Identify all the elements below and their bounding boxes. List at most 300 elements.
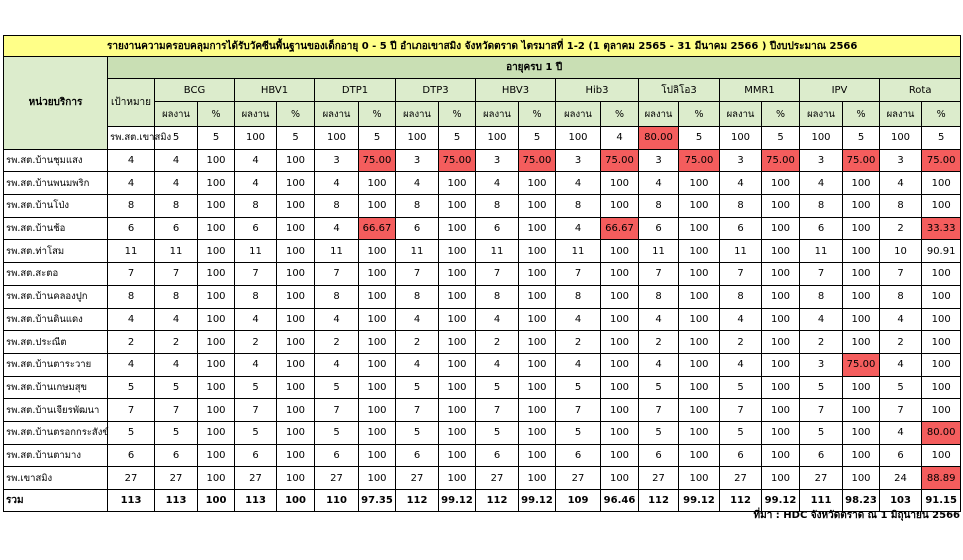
percent-value: 100 (198, 331, 235, 354)
result-value: 3 (315, 149, 359, 172)
target-value: 4 (108, 149, 155, 172)
percent-value: 100 (277, 399, 315, 422)
result-value: 5 (235, 376, 277, 399)
percent-value: 100 (439, 444, 476, 467)
result-value: 5 (639, 376, 679, 399)
percent-value: 100 (359, 308, 396, 331)
age-group-header: อายุครบ 1 ปี (108, 57, 961, 79)
percent-value: 100 (277, 217, 315, 240)
result-value: 8 (800, 285, 843, 308)
result-value: 4 (639, 308, 679, 331)
result-value: 6 (556, 444, 601, 467)
result-value: 6 (639, 444, 679, 467)
percent-value: 100 (843, 195, 880, 218)
unit-name: รพ.สต.เขาสมิง (108, 127, 155, 150)
result-value: 5 (198, 127, 235, 150)
percent-value: 100 (679, 444, 720, 467)
result-value: 4 (396, 353, 439, 376)
result-value: 5 (880, 376, 922, 399)
target-value: 7 (108, 263, 155, 286)
percent-value: 100 (198, 308, 235, 331)
unit-name: รพ.สต.บ้านชุมแสง (4, 149, 108, 172)
result-value: 4 (800, 308, 843, 331)
vaccine-header: HBV1 (235, 79, 315, 102)
result-value: 4 (880, 421, 922, 444)
percent-value: 100 (601, 308, 639, 331)
result-value: 7 (639, 399, 679, 422)
percent-value: 100 (277, 444, 315, 467)
vaccine-header: DTP3 (396, 79, 476, 102)
result-value: 2 (639, 331, 679, 354)
result-value: 5 (639, 421, 679, 444)
result-value: 5 (519, 127, 556, 150)
percent-value: 80.00 (639, 127, 679, 150)
result-value: 4 (396, 172, 439, 195)
percent-value: 100 (277, 353, 315, 376)
result-value: 11 (476, 240, 519, 263)
target-value: 4 (108, 353, 155, 376)
result-value: 5 (155, 376, 198, 399)
result-value: 8 (315, 285, 359, 308)
result-value: 4 (155, 149, 198, 172)
table-row (4, 444, 961, 467)
percent-value: 88.89 (922, 467, 961, 490)
percent-value: 100 (439, 399, 476, 422)
vaccine-header: MMR1 (720, 79, 800, 102)
result-value: 11 (556, 240, 601, 263)
result-value: 2 (235, 331, 277, 354)
percent-value: 100 (198, 490, 235, 512)
result-value: 3 (396, 149, 439, 172)
percent-value: 100 (519, 240, 556, 263)
percent-value: 100 (762, 195, 800, 218)
vaccine-header: DTP1 (315, 79, 396, 102)
result-value: 112 (720, 490, 762, 512)
target-value: 4 (108, 308, 155, 331)
percent-value: 100 (762, 421, 800, 444)
percent-value: 100 (601, 285, 639, 308)
percent-subheader: % (843, 102, 880, 127)
result-value: 4 (800, 172, 843, 195)
result-value: 7 (476, 263, 519, 286)
percent-value: 100 (601, 376, 639, 399)
percent-value: 100 (679, 421, 720, 444)
result-value: 4 (315, 217, 359, 240)
result-value: 27 (639, 467, 679, 490)
vaccine-header: BCG (155, 79, 235, 102)
target-value: 5 (108, 421, 155, 444)
result-value: 8 (720, 195, 762, 218)
result-value: 11 (315, 240, 359, 263)
result-subheader: ผลงาน (155, 102, 198, 127)
result-value: 5 (922, 127, 961, 150)
percent-value: 100 (439, 308, 476, 331)
result-value: 27 (396, 467, 439, 490)
percent-value: 100 (519, 195, 556, 218)
percent-value: 100 (679, 399, 720, 422)
percent-value: 100 (439, 331, 476, 354)
result-value: 8 (155, 195, 198, 218)
target-value: 6 (108, 444, 155, 467)
percent-value: 100 (843, 399, 880, 422)
result-subheader: ผลงาน (556, 102, 601, 127)
result-value: 11 (155, 240, 198, 263)
result-value: 7 (396, 399, 439, 422)
unit-name: รพ.สต.ท่าโสม (4, 240, 108, 263)
percent-value: 100 (277, 467, 315, 490)
result-value: 5 (720, 376, 762, 399)
percent-value: 100 (359, 353, 396, 376)
result-value: 8 (639, 285, 679, 308)
percent-value: 100 (198, 240, 235, 263)
percent-value: 100 (277, 421, 315, 444)
result-value: 7 (235, 399, 277, 422)
result-value: 8 (556, 195, 601, 218)
result-value: 8 (639, 195, 679, 218)
result-value: 3 (639, 149, 679, 172)
percent-value: 100 (762, 376, 800, 399)
result-value: 4 (396, 308, 439, 331)
unit-name: รพ.สต.บ้านตรอกกระสังข์ (4, 421, 108, 444)
target-value: 6 (108, 217, 155, 240)
target-value: 7 (108, 399, 155, 422)
result-value: 2 (155, 331, 198, 354)
percent-value: 100 (359, 376, 396, 399)
percent-value: 100 (601, 467, 639, 490)
result-value: 6 (880, 444, 922, 467)
result-value: 4 (155, 172, 198, 195)
result-value: 4 (601, 127, 639, 150)
vaccine-header: Hib3 (556, 79, 639, 102)
table-row (4, 217, 961, 240)
result-value: 4 (315, 353, 359, 376)
result-value: 2 (315, 331, 359, 354)
result-value: 5 (439, 127, 476, 150)
result-value: 3 (880, 149, 922, 172)
percent-value: 100 (439, 376, 476, 399)
percent-value: 100 (922, 331, 961, 354)
table-row (4, 127, 961, 150)
result-value: 7 (155, 263, 198, 286)
result-value: 6 (476, 217, 519, 240)
percent-value: 100 (922, 308, 961, 331)
result-value: 109 (556, 490, 601, 512)
target-value: 5 (155, 127, 198, 150)
table-row (4, 399, 961, 422)
result-subheader: ผลงาน (880, 102, 922, 127)
result-value: 27 (315, 467, 359, 490)
result-value: 6 (235, 444, 277, 467)
percent-value: 100 (198, 421, 235, 444)
result-value: 4 (155, 353, 198, 376)
result-value: 5 (843, 127, 880, 150)
percent-value: 100 (519, 467, 556, 490)
result-value: 113 (155, 490, 198, 512)
result-value: 7 (639, 263, 679, 286)
result-value: 8 (720, 285, 762, 308)
percent-value: 91.15 (922, 490, 961, 512)
percent-value: 100 (359, 399, 396, 422)
result-value: 8 (800, 195, 843, 218)
percent-value: 100 (359, 331, 396, 354)
percent-value: 100 (679, 467, 720, 490)
percent-value: 100 (277, 149, 315, 172)
result-value: 5 (476, 376, 519, 399)
result-value: 5 (359, 127, 396, 150)
result-value: 8 (396, 285, 439, 308)
percent-value: 100 (679, 263, 720, 286)
percent-value: 100 (519, 217, 556, 240)
percent-value: 100 (601, 240, 639, 263)
result-value: 2 (476, 331, 519, 354)
result-value: 6 (800, 444, 843, 467)
percent-value: 100 (277, 195, 315, 218)
result-value: 5 (155, 421, 198, 444)
result-value: 4 (880, 353, 922, 376)
result-value: 27 (556, 467, 601, 490)
percent-value: 100 (519, 172, 556, 195)
percent-value: 75.00 (679, 149, 720, 172)
unit-name: รพ.เขาสมิง (4, 467, 108, 490)
result-value: 6 (800, 217, 843, 240)
result-value: 11 (720, 240, 762, 263)
table-row (4, 285, 961, 308)
percent-value: 100 (519, 331, 556, 354)
result-value: 5 (277, 127, 315, 150)
percent-value: 66.67 (359, 217, 396, 240)
result-subheader: ผลงาน (800, 102, 843, 127)
result-value: 27 (720, 467, 762, 490)
percent-value: 100 (519, 376, 556, 399)
result-value: 5 (396, 421, 439, 444)
result-value: 7 (235, 263, 277, 286)
percent-value: 100 (601, 331, 639, 354)
result-value: 8 (556, 285, 601, 308)
percent-value: 100 (720, 127, 762, 150)
percent-subheader: % (277, 102, 315, 127)
percent-value: 100 (601, 195, 639, 218)
vaccine-header: HBV3 (476, 79, 556, 102)
result-value: 112 (396, 490, 439, 512)
percent-value: 100 (439, 353, 476, 376)
percent-value: 100 (519, 263, 556, 286)
percent-value: 75.00 (762, 149, 800, 172)
percent-value: 100 (519, 444, 556, 467)
percent-value: 100 (277, 263, 315, 286)
percent-value: 100 (762, 263, 800, 286)
result-value: 27 (800, 467, 843, 490)
result-value: 8 (235, 285, 277, 308)
percent-subheader: % (359, 102, 396, 127)
percent-value: 100 (198, 376, 235, 399)
percent-value: 100 (843, 308, 880, 331)
percent-value: 100 (679, 172, 720, 195)
result-value: 5 (315, 421, 359, 444)
percent-value: 100 (800, 127, 843, 150)
percent-value: 100 (439, 240, 476, 263)
target-value: 8 (108, 195, 155, 218)
target-value: 5 (108, 376, 155, 399)
percent-value: 100 (843, 376, 880, 399)
target-value: 27 (108, 467, 155, 490)
percent-value: 99.12 (439, 490, 476, 512)
table-row (4, 308, 961, 331)
percent-value: 100 (843, 217, 880, 240)
percent-value: 100 (198, 399, 235, 422)
table-row (4, 376, 961, 399)
result-subheader: ผลงาน (720, 102, 762, 127)
result-value: 11 (800, 240, 843, 263)
result-value: 4 (556, 172, 601, 195)
percent-value: 75.00 (601, 149, 639, 172)
unit-name: รพ.สต.ประณีต (4, 331, 108, 354)
percent-value: 100 (762, 331, 800, 354)
result-value: 6 (235, 217, 277, 240)
percent-value: 98.23 (843, 490, 880, 512)
result-value: 8 (476, 195, 519, 218)
result-value: 4 (235, 149, 277, 172)
target-value: 2 (108, 331, 155, 354)
percent-value: 100 (277, 331, 315, 354)
percent-value: 100 (922, 195, 961, 218)
percent-value: 100 (679, 308, 720, 331)
report-title: รายงานความครอบคลุมการได้รับวัคซีนพื้นฐานของเด็กอายุ 0 - 5 ปี อำเภอเขาสมิง จังหวัดตราด ไตรมาสที่ 1-2 (1 ตุลาคม 2565 - 31 มีนาคม 2566 ) ปีงบประมาณ 2566 (4, 36, 961, 57)
table-row (4, 467, 961, 490)
result-value: 5 (235, 421, 277, 444)
result-value: 27 (235, 467, 277, 490)
percent-value: 100 (843, 285, 880, 308)
percent-value: 100 (235, 127, 277, 150)
result-value: 7 (556, 399, 601, 422)
table-row (4, 240, 961, 263)
result-subheader: ผลงาน (235, 102, 277, 127)
result-value: 6 (396, 217, 439, 240)
percent-value: 100 (198, 195, 235, 218)
percent-value: 100 (277, 490, 315, 512)
result-value: 110 (315, 490, 359, 512)
vaccine-header: โปลิโอ3 (639, 79, 720, 102)
result-subheader: ผลงาน (396, 102, 439, 127)
vaccine-header: Rota (880, 79, 961, 102)
percent-value: 100 (439, 285, 476, 308)
percent-value: 100 (922, 399, 961, 422)
unit-name: รพ.สต.สะตอ (4, 263, 108, 286)
percent-value: 75.00 (359, 149, 396, 172)
percent-value: 100 (439, 172, 476, 195)
target-value: 8 (108, 285, 155, 308)
percent-value: 100 (922, 376, 961, 399)
percent-value: 75.00 (439, 149, 476, 172)
percent-value: 100 (880, 127, 922, 150)
percent-value: 100 (762, 217, 800, 240)
percent-subheader: % (601, 102, 639, 127)
percent-value: 100 (359, 172, 396, 195)
percent-value: 100 (762, 308, 800, 331)
result-value: 11 (235, 240, 277, 263)
percent-value: 96.46 (601, 490, 639, 512)
target-column-header: เป้าหมาย (108, 79, 155, 127)
result-value: 5 (556, 421, 601, 444)
result-value: 4 (880, 172, 922, 195)
result-value: 2 (880, 331, 922, 354)
result-value: 7 (800, 263, 843, 286)
percent-value: 100 (601, 421, 639, 444)
percent-value: 100 (843, 421, 880, 444)
result-value: 8 (880, 285, 922, 308)
table-row (4, 172, 961, 195)
result-value: 4 (639, 353, 679, 376)
result-value: 8 (396, 195, 439, 218)
unit-name: รวม (4, 490, 108, 512)
result-value: 4 (720, 353, 762, 376)
percent-value: 100 (922, 444, 961, 467)
result-value: 4 (880, 308, 922, 331)
percent-value: 100 (601, 399, 639, 422)
percent-value: 100 (198, 217, 235, 240)
unit-name: รพ.สต.บ้านตาระวาย (4, 353, 108, 376)
percent-value: 100 (843, 263, 880, 286)
percent-value: 100 (679, 285, 720, 308)
percent-subheader: % (198, 102, 235, 127)
unit-name: รพ.สต.บ้านเจียรพัฒนา (4, 399, 108, 422)
table-row (4, 331, 961, 354)
result-value: 5 (800, 376, 843, 399)
unit-name: รพ.สต.บ้านโป่ง (4, 195, 108, 218)
target-value: 11 (108, 240, 155, 263)
target-value: 4 (108, 172, 155, 195)
percent-value: 100 (922, 285, 961, 308)
percent-value: 90.91 (922, 240, 961, 263)
percent-value: 100 (762, 399, 800, 422)
percent-value: 100 (359, 421, 396, 444)
result-value: 3 (556, 149, 601, 172)
percent-value: 99.12 (679, 490, 720, 512)
percent-value: 100 (601, 172, 639, 195)
result-value: 27 (476, 467, 519, 490)
result-value: 3 (800, 149, 843, 172)
result-value: 2 (800, 331, 843, 354)
percent-subheader: % (922, 102, 961, 127)
percent-value: 100 (359, 195, 396, 218)
percent-value: 100 (762, 172, 800, 195)
percent-value: 100 (762, 285, 800, 308)
percent-value: 100 (359, 444, 396, 467)
percent-value: 100 (439, 421, 476, 444)
target-value: 113 (108, 490, 155, 512)
result-value: 5 (762, 127, 800, 150)
result-value: 8 (235, 195, 277, 218)
result-value: 3 (720, 149, 762, 172)
result-value: 5 (679, 127, 720, 150)
percent-value: 100 (762, 353, 800, 376)
table-row (4, 421, 961, 444)
result-value: 5 (720, 421, 762, 444)
percent-value: 100 (315, 127, 359, 150)
percent-value: 75.00 (519, 149, 556, 172)
result-value: 6 (155, 217, 198, 240)
result-value: 4 (315, 308, 359, 331)
percent-value: 100 (198, 285, 235, 308)
unit-name: รพ.สต.บ้านดินแดง (4, 308, 108, 331)
percent-value: 100 (679, 376, 720, 399)
percent-value: 100 (519, 399, 556, 422)
result-subheader: ผลงาน (639, 102, 679, 127)
result-value: 4 (235, 172, 277, 195)
result-value: 7 (476, 399, 519, 422)
percent-subheader: % (519, 102, 556, 127)
result-value: 3 (800, 353, 843, 376)
percent-value: 100 (359, 240, 396, 263)
